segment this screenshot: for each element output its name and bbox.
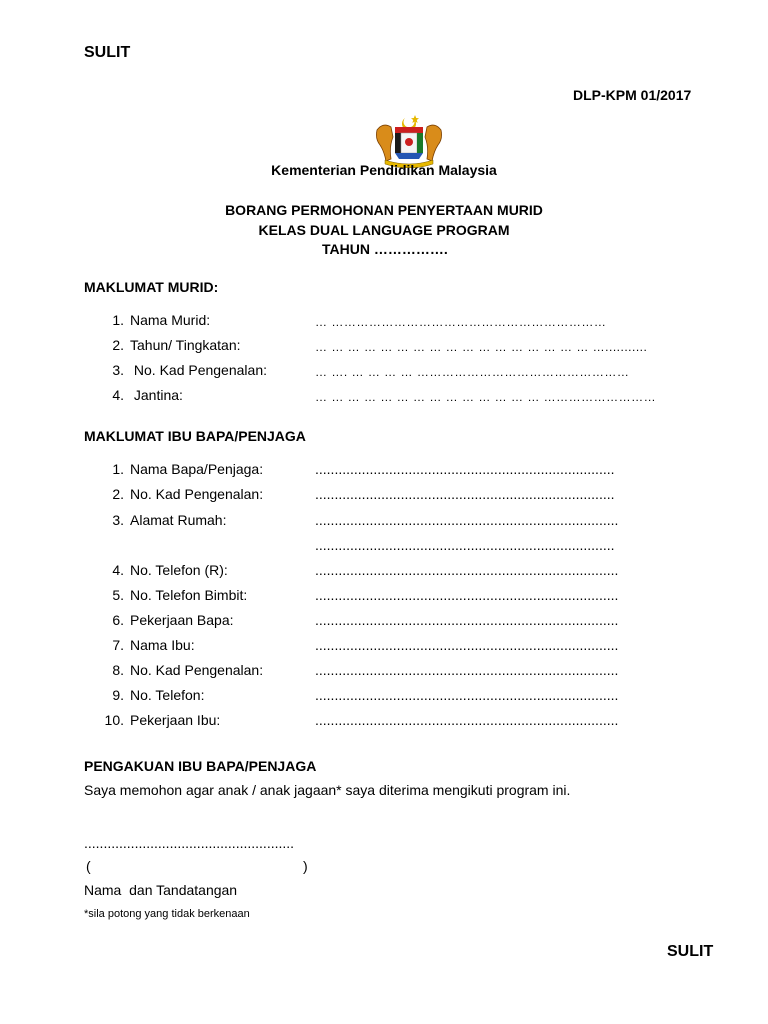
- student-gender-input[interactable]: … … … … … … … … … … … … … … ………………………: [315, 390, 657, 404]
- student-row-name: [0, 312, 768, 332]
- field-label: No. Telefon:: [130, 687, 205, 703]
- footnote: *sila potong yang tidak berkenaan: [84, 908, 250, 920]
- field-label: No. Kad Pengenalan:: [130, 662, 264, 678]
- home-phone-input[interactable]: ..............................................................................: [315, 562, 619, 578]
- bracket-open: (: [86, 858, 91, 874]
- field-label: Nama Ibu:: [130, 637, 195, 653]
- field-label: Nama Bapa/Penjaga:: [130, 461, 264, 477]
- row-number: 6.: [112, 612, 124, 628]
- classification-top: SULIT: [84, 44, 131, 61]
- row-number: 2.: [112, 337, 124, 353]
- field-label: Pekerjaan Bapa:: [130, 612, 234, 628]
- student-row-year: [0, 337, 768, 357]
- row-number: 10.: [104, 712, 124, 728]
- parent-row-mother-phone: [0, 687, 768, 707]
- field-label: Nama Murid:: [130, 312, 211, 328]
- row-number: 4.: [112, 562, 124, 578]
- parent-row-mother-name: [0, 637, 768, 657]
- parent-row-father-name: [0, 461, 768, 481]
- row-number: 9.: [112, 687, 124, 703]
- field-label: Tahun/ Tingkatan:: [130, 337, 241, 353]
- row-number: 5.: [112, 587, 124, 603]
- signature-line[interactable]: ......................................................: [84, 835, 295, 851]
- student-year-input[interactable]: … … … … … … … … … … … … … … … … … …...........: [315, 340, 648, 354]
- address-input-line2[interactable]: .............................................................................: [315, 537, 615, 553]
- student-row-gender: [0, 387, 768, 407]
- student-row-ic: [0, 362, 768, 382]
- student-ic-input[interactable]: … …. … … … … ……………………………………………: [315, 365, 630, 379]
- parent-row-mobile: [0, 587, 768, 607]
- bracket-close: ): [303, 858, 308, 874]
- declaration-text: Saya memohon agar anak / anak jagaan* saya diterima mengikuti program ini.: [84, 782, 571, 798]
- row-number: 4.: [112, 387, 124, 403]
- parent-row-address-cont: [0, 537, 768, 557]
- form-title-line1: BORANG PERMOHONAN PENYERTAAN MURID: [225, 202, 543, 218]
- student-name-input[interactable]: … …………………………………………………………: [315, 315, 607, 329]
- signature-label: Nama dan Tandatangan: [84, 882, 238, 898]
- row-number: 3.: [112, 512, 124, 528]
- parent-row-address: [0, 512, 768, 532]
- declaration-heading: PENGAKUAN IBU BAPA/PENJAGA: [84, 758, 317, 774]
- reference-number: DLP-KPM 01/2017: [573, 87, 692, 103]
- classification-bottom: SULIT: [667, 943, 714, 960]
- father-occupation-input[interactable]: ..............................................................................: [315, 612, 619, 628]
- field-label: No. Kad Pengenalan:: [130, 362, 267, 378]
- field-label: Pekerjaan Ibu:: [130, 712, 221, 728]
- form-title-line2: KELAS DUAL LANGUAGE PROGRAM: [258, 222, 510, 238]
- field-label: No. Kad Pengenalan:: [130, 486, 264, 502]
- parent-row-father-job: [0, 612, 768, 632]
- mother-occupation-input[interactable]: ..............................................................................: [315, 712, 619, 728]
- row-number: 2.: [112, 486, 124, 502]
- row-number: 7.: [112, 637, 124, 653]
- mother-name-input[interactable]: ..............................................................................: [315, 637, 619, 653]
- parent-row-mother-job: [0, 712, 768, 732]
- mother-phone-input[interactable]: ..............................................................................: [315, 687, 619, 703]
- field-label: No. Telefon Bimbit:: [130, 587, 248, 603]
- row-number: 1.: [112, 312, 124, 328]
- form-title-line3: TAHUN …………….: [322, 241, 448, 257]
- row-number: 8.: [112, 662, 124, 678]
- parent-row-home-phone: [0, 562, 768, 582]
- parent-section-heading: MAKLUMAT IBU BAPA/PENJAGA: [84, 428, 306, 444]
- parent-row-father-ic: [0, 486, 768, 506]
- mobile-phone-input[interactable]: ..............................................................................: [315, 587, 619, 603]
- parent-row-mother-ic: [0, 662, 768, 682]
- row-number: 1.: [112, 461, 124, 477]
- field-label: No. Telefon (R):: [130, 562, 228, 578]
- ministry-name: Kementerian Pendidikan Malaysia: [271, 162, 497, 178]
- student-section-heading: MAKLUMAT MURID:: [84, 279, 219, 295]
- row-number: 3.: [112, 362, 124, 378]
- mother-ic-input[interactable]: ..............................................................................: [315, 662, 619, 678]
- address-input-line1[interactable]: ..............................................................................: [315, 512, 619, 528]
- field-label: Alamat Rumah:: [130, 512, 227, 528]
- guardian-ic-input[interactable]: .............................................................................: [315, 486, 615, 502]
- guardian-name-input[interactable]: .............................................................................: [315, 461, 615, 477]
- field-label: Jantina:: [130, 387, 183, 403]
- coat-of-arms-icon: [371, 110, 447, 168]
